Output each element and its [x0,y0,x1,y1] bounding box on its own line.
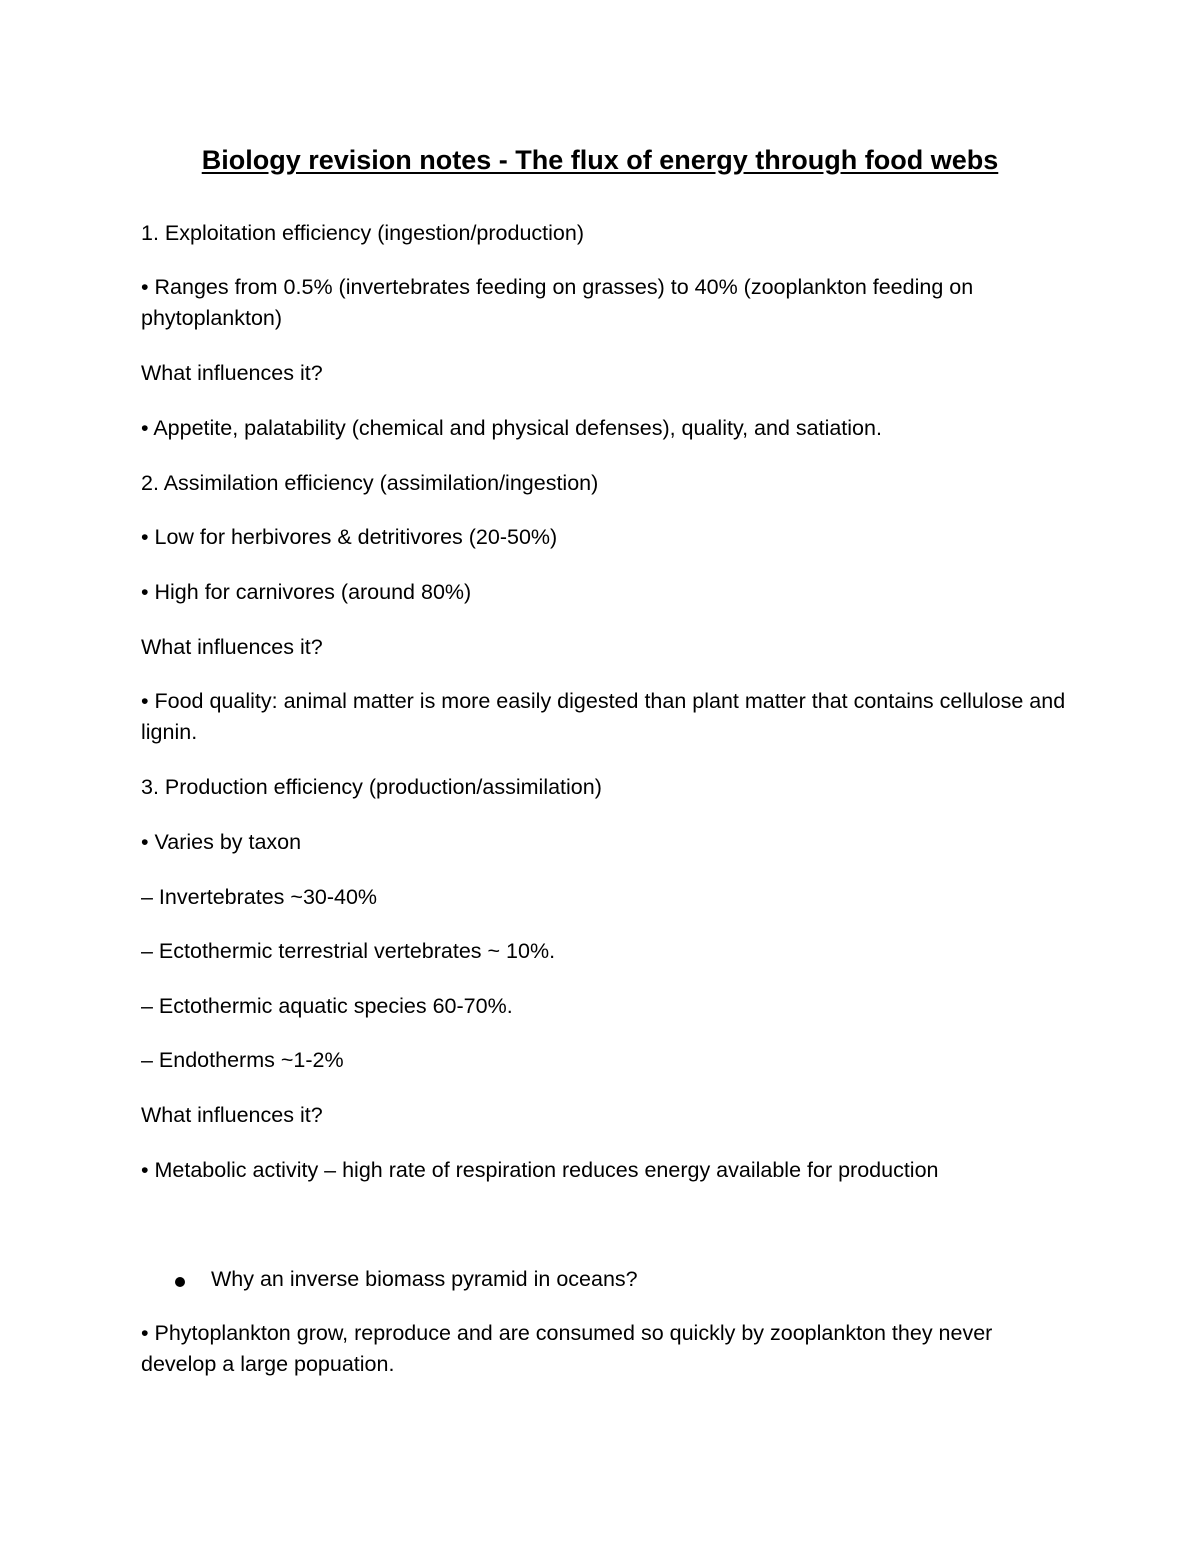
paragraph-influence-question: What influences it? [141,361,323,385]
section-heading-assimilation: 2. Assimilation efficiency (assimilation/ingestion) [141,471,599,495]
paragraph-herbivores: • Low for herbivores & detritivores (20-50%) [141,525,558,549]
paragraph-food-quality: • Food quality: animal matter is more easily digested than plant matter that contains cellulose and lignin. [141,689,1066,744]
paragraph-endotherms: – Endotherms ~1-2% [141,1048,344,1072]
paragraph-exploitation-range: • Ranges from 0.5% (invertebrates feeding on grasses) to 40% (zooplankton feeding on phytoplankton) [141,275,974,330]
paragraph-metabolic-activity: • Metabolic activity – high rate of respiration reduces energy available for production [141,1158,939,1182]
section-heading-exploitation: 1. Exploitation efficiency (ingestion/production) [141,221,584,245]
paragraph-carnivores: • High for carnivores (around 80%) [141,580,472,604]
paragraph-invertebrates: – Invertebrates ~30-40% [141,885,378,909]
paragraph-exploitation-factors: • Appetite, palatability (chemical and physical defenses), quality, and satiation. [141,416,882,440]
bullet-dot-icon [175,1277,185,1287]
paragraph-phytoplankton: • Phytoplankton grow, reproduce and are consumed so quickly by zooplankton they never develop a large popuation. [141,1321,993,1376]
section-heading-production: 3. Production efficiency (production/assimilation) [141,775,602,799]
paragraph-varies-by-taxon: • Varies by taxon [141,830,302,854]
page-title: Biology revision notes - The flux of energy through food webs [201,145,999,175]
paragraph-influence-question: What influences it? [141,635,323,659]
paragraph-ectothermic-aquatic: – Ectothermic aquatic species 60-70%. [141,994,513,1018]
paragraph-influence-question: What influences it? [141,1103,323,1127]
bullet-question: Why an inverse biomass pyramid in oceans? [211,1267,638,1291]
paragraph-ectothermic-terrestrial: – Ectothermic terrestrial vertebrates ~ 10%. [141,939,556,963]
